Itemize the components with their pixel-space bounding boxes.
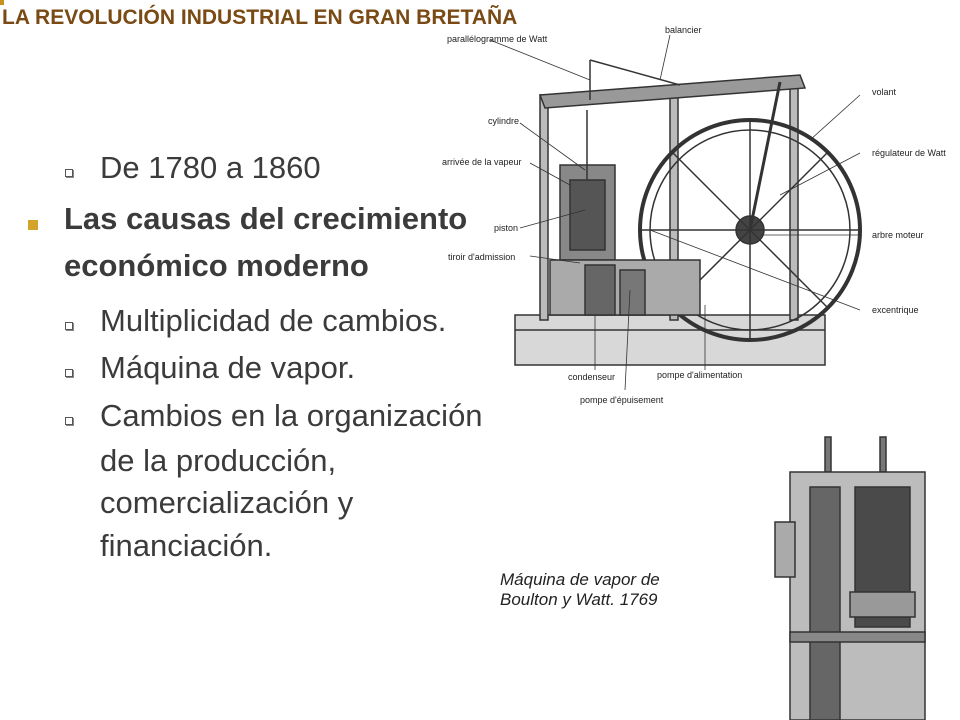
label-condenseur: condenseur: [568, 372, 616, 382]
slide-title: LA REVOLUCIÓN INDUSTRIAL EN GRAN BRETAÑA: [2, 6, 518, 29]
bullet-item3-line3: comercialización y: [100, 485, 354, 520]
label-tiroir: tiroir d'admission: [448, 252, 516, 262]
label-piston: piston: [494, 223, 519, 233]
label-arrivee: arrivée de la vapeur: [442, 157, 522, 167]
label-cylindre: cylindre: [488, 116, 520, 126]
caption-line2: Boulton y Watt. 1769: [500, 590, 658, 610]
engine-caption: [500, 570, 660, 611]
cylinder-section-illustration: [770, 432, 935, 720]
bullet-item3-line4: financiación.: [100, 528, 273, 563]
label-balancier: balancier: [665, 25, 702, 35]
bullet-causes-line1: Las causas del crecimiento: [64, 201, 468, 236]
label-parallelogram: parallélogramme de Watt: [447, 34, 548, 44]
bullet-marker: [65, 169, 73, 177]
label-arbre: arbre moteur: [872, 230, 924, 240]
bullet-item3-line2: de la producción,: [100, 443, 337, 478]
title-accent-mark: [0, 0, 4, 5]
bullet-causes-line2: económico moderno: [64, 248, 369, 283]
label-pompe-alim: pompe d'alimentation: [657, 370, 743, 380]
bullet-item3-line1: Cambios en la organización: [100, 398, 483, 433]
bullet-marker: [65, 369, 73, 377]
caption-line1: Máquina de vapor de: [500, 570, 660, 589]
label-excentrique: excentrique: [872, 305, 919, 315]
label-regulateur: régulateur de Watt: [872, 148, 946, 158]
label-volant: volant: [872, 87, 897, 97]
label-pompe-epuis: pompe d'épuisement: [580, 395, 664, 405]
bullet-marker: [65, 322, 73, 330]
bullet-marker-main: [28, 220, 38, 230]
bullet-marker: [65, 417, 73, 425]
bullet-item2: Máquina de vapor.: [100, 350, 356, 385]
bullet-item1: Multiplicidad de cambios.: [100, 303, 447, 338]
steam-engine-diagram: [420, 20, 960, 420]
bullet-period: De 1780 a 1860: [100, 150, 321, 185]
